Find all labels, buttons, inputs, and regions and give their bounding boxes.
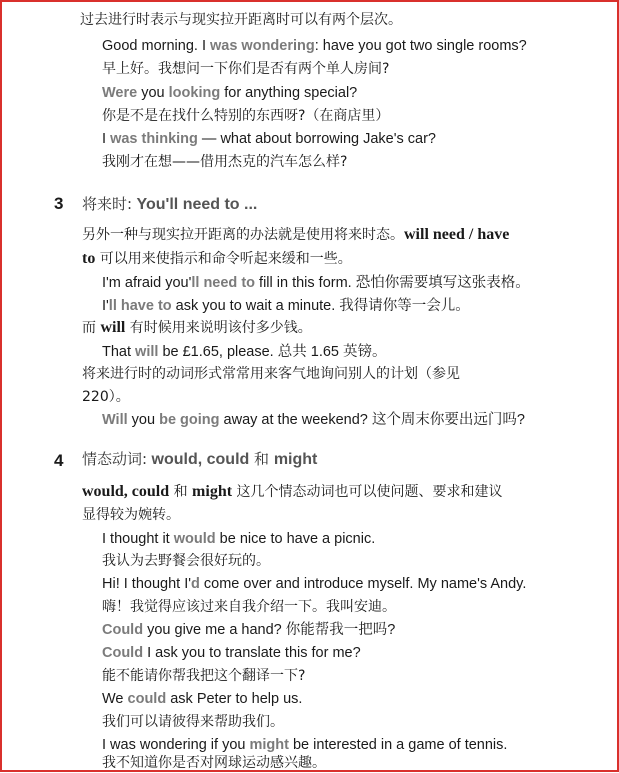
section4-example-3: Could you give me a hand? 你能帮我一把吗? (102, 622, 396, 638)
section4-example-5: We could ask Peter to help us. (102, 691, 303, 707)
section4-paragraph-1-line-1: would, could 和 might 这几个情态动词也可以使问题、要求和建议 (82, 483, 503, 500)
section3-paragraph-1-line-1: 另外一种与现实拉开距离的办法就是使用将来时态。will need / have (82, 226, 510, 243)
section3-paragraph-3-line-2: 220）。 (82, 389, 130, 405)
section4-example-2: Hi! I thought I'd come over and introduce myself. My name's Andy. (102, 576, 527, 592)
section4-example-1-translation: 我认为去野餐会很好玩的。 (102, 553, 270, 569)
section2-example-3-translation: 我刚才在想——借用杰克的汽车怎么样? (102, 154, 348, 170)
section3-example-4: Will you be going away at the weekend? 这个周末你要出远门吗? (102, 412, 525, 428)
section2-example-1: Good morning. I was wondering: have you got two single rooms? (102, 38, 527, 54)
section4-example-1: I thought it would be nice to have a picnic. (102, 531, 376, 547)
section3-paragraph-2: 而 will 有时候用来说明该付多少钱。 (82, 319, 312, 336)
section4-example-4: Could I ask you to translate this for me? (102, 645, 361, 661)
section4-example-6: I was wondering if you might be interested in a game of tennis. (102, 737, 508, 753)
section3-paragraph-1-line-2: to 可以用来使指示和命令听起来缓和一些。 (82, 250, 352, 267)
section4-heading: 情态动词: would, could 和 might (82, 450, 318, 468)
section4-example-6-translation: 我不知道你是否对网球运动感兴趣。 (102, 755, 326, 771)
section4-paragraph-1-line-2: 显得较为婉转。 (82, 507, 180, 523)
section4-example-5-translation: 我们可以请彼得来帮助我们。 (102, 714, 284, 730)
section3-number: 3 (54, 194, 64, 213)
section3-heading: 将来时: You'll need to ... (82, 195, 258, 213)
section2-example-2: Were you looking for anything special? (102, 85, 358, 101)
section4-number: 4 (54, 451, 64, 470)
section3-example-1: I'm afraid you'll need to fill in this form. 恐怕你需要填写这张表格。 (102, 275, 530, 291)
section2-intro: 过去进行时表示与现实拉开距离时可以有两个层次。 (80, 12, 402, 28)
section2-example-1-translation: 早上好。我想问一下你们是否有两个单人房间? (102, 61, 390, 77)
section2-example-3: I was thinking — what about borrowing Jake's car? (102, 131, 437, 147)
section2-example-2-translation: 你是不是在找什么特别的东西呀?（在商店里） (102, 108, 390, 124)
section4-example-2-translation: 嗨！我觉得应该过来自我介绍一下。我叫安迪。 (102, 599, 396, 615)
section4-example-4-translation: 能不能请你帮我把这个翻译一下? (102, 668, 306, 684)
section3-example-2: I'll have to ask you to wait a minute. 我得请你等一会儿。 (102, 298, 470, 314)
section3-paragraph-3-line-1: 将来进行时的动词形式常常用来客气地询问别人的计划（参见 (82, 366, 460, 382)
section3-example-3: That will be £1.65, please. 总共 1.65 英镑。 (102, 344, 387, 360)
